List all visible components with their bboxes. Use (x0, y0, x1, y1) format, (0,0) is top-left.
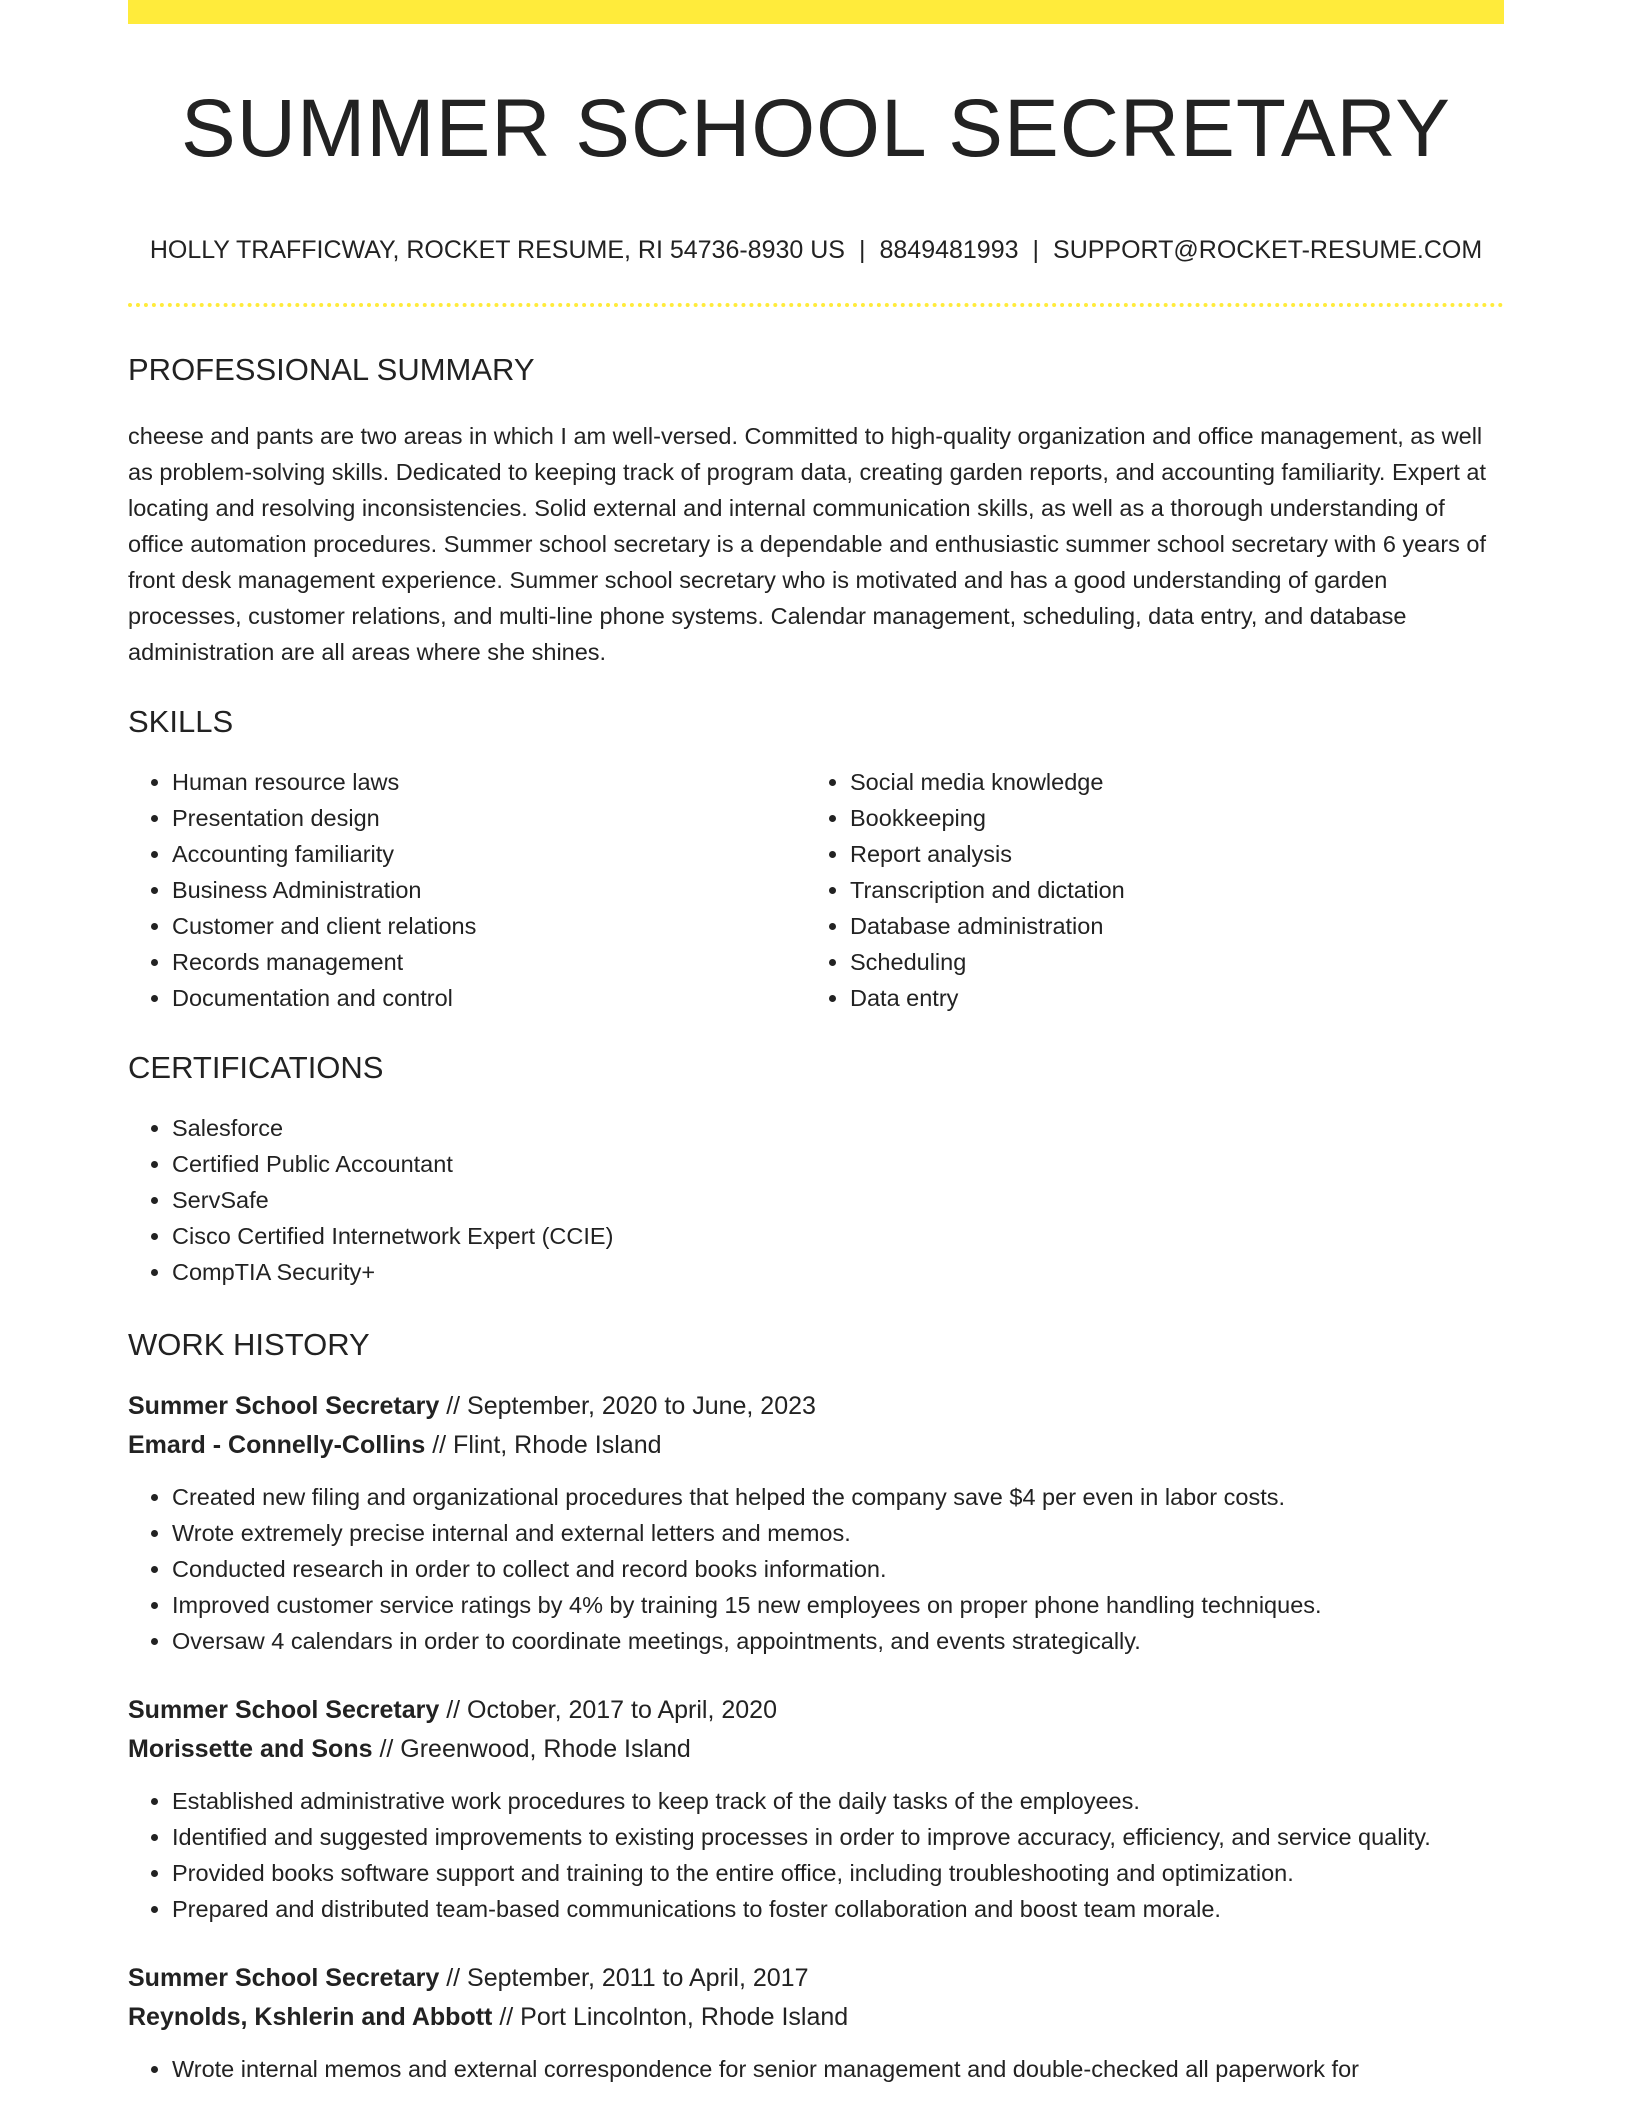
contact-separator: | (858, 236, 866, 264)
job-duty: • Provided books software support and training to the entire office, including troubleshooting and optimization. (172, 1855, 1504, 1891)
contact-line (128, 238, 1504, 263)
job-location: // Flint, Rhode Island (425, 1431, 662, 1459)
job-company: Morissette and Sons (128, 1735, 373, 1763)
job-role-line (128, 1691, 1504, 1730)
job-dates: // October, 2017 to April, 2020 (439, 1696, 777, 1724)
job-dates: // September, 2020 to June, 2023 (439, 1392, 816, 1420)
summary-heading: PROFESSIONAL SUMMARY (128, 352, 535, 387)
job-role: Summer School Secretary (128, 1392, 440, 1420)
resume-page (128, 0, 1504, 2087)
header-divider (128, 303, 1504, 307)
skill-item: • Customer and client relations (172, 908, 806, 944)
skills-columns (128, 764, 1504, 1016)
skill-item: • Social media knowledge (850, 764, 1484, 800)
skill-item: • Business Administration (172, 872, 806, 908)
job-company-line (128, 1998, 1504, 2037)
job-entry (128, 1959, 1504, 2087)
skill-item: • Presentation design (172, 800, 806, 836)
job-duty: • Improved customer service ratings by 4% by training 15 new employees on proper phone handling techniques. (172, 1587, 1504, 1623)
job-duty: • Wrote internal memos and external correspondence for senior management and double-checked all paperwork for (172, 2051, 1504, 2087)
certification-item: • CompTIA Security+ (172, 1254, 1504, 1290)
skill-item: • Human resource laws (172, 764, 806, 800)
contact-address: HOLLY TRAFFICWAY, ROCKET RESUME, RI 54736-8930 US (149, 236, 845, 264)
job-role-line (128, 1387, 1504, 1426)
job-company: Emard - Connelly-Collins (128, 1431, 426, 1459)
job-role: Summer School Secretary (128, 1696, 440, 1724)
summary-text: cheese and pants are two areas in which I am well-versed. Committed to high-quality organization and office management, as well as problem-solving skills. Dedicated to keeping track of program data, creating garden reports, and accounting familiarity. Expert at locating and resolving inconsistencies. Solid external and internal communication skills, as well as a thorough understanding of office automation procedures. Summer school secretary is a dependable and enthusiastic summer school secretary with 6 years of front desk management experience. Summer school secretary who is motivated and has a good understanding of garden processes, customer relations, and multi-line phone systems. Calendar management, scheduling, data entry, and database administration are all areas where she shines. (128, 423, 1487, 665)
certification-item: • Cisco Certified Internetwork Expert (CCIE) (172, 1218, 1504, 1254)
job-duty: • Established administrative work procedures to keep track of the daily tasks of the employees. (172, 1783, 1504, 1819)
skills-list-right (806, 764, 1484, 1016)
job-duty: • Wrote extremely precise internal and external letters and memos. (172, 1515, 1504, 1551)
job-role: Summer School Secretary (128, 1964, 440, 1992)
skills-heading: SKILLS (128, 704, 234, 739)
job-role-line (128, 1959, 1504, 1998)
job-entry (128, 1387, 1504, 1659)
skill-item: • Accounting familiarity (172, 836, 806, 872)
skill-item: • Report analysis (850, 836, 1484, 872)
skill-item: • Data entry (850, 980, 1484, 1016)
skill-item: • Scheduling (850, 944, 1484, 980)
skill-item: • Records management (172, 944, 806, 980)
certifications-list (128, 1110, 1504, 1290)
job-duties (128, 1479, 1504, 1659)
job-entry (128, 1691, 1504, 1927)
job-duties (128, 1783, 1504, 1927)
job-dates: // September, 2011 to April, 2017 (439, 1964, 809, 1992)
resume-title: SUMMER SCHOOL SECRETARY (181, 83, 1451, 174)
contact-email[interactable]: SUPPORT@ROCKET-RESUME.COM (1053, 236, 1483, 264)
accent-bar (128, 0, 1504, 24)
work-history-heading: WORK HISTORY (128, 1327, 370, 1362)
job-duty: • Identified and suggested improvements to existing processes in order to improve accuracy, efficiency, and service quality. (172, 1819, 1504, 1855)
job-location: // Greenwood, Rhode Island (372, 1735, 691, 1763)
job-location: // Port Lincolnton, Rhode Island (492, 2003, 849, 2031)
job-company: Reynolds, Kshlerin and Abbott (128, 2003, 493, 2031)
certification-item: • Certified Public Accountant (172, 1146, 1504, 1182)
job-company-line (128, 1426, 1504, 1465)
job-company-line (128, 1730, 1504, 1769)
job-duty: • Conducted research in order to collect and record books information. (172, 1551, 1504, 1587)
skill-item: • Documentation and control (172, 980, 806, 1016)
skill-item: • Database administration (850, 908, 1484, 944)
contact-separator: | (1032, 236, 1040, 264)
job-duty: • Prepared and distributed team-based communications to foster collaboration and boost team morale. (172, 1891, 1504, 1927)
certification-item: • Salesforce (172, 1110, 1504, 1146)
job-duty: • Oversaw 4 calendars in order to coordinate meetings, appointments, and events strategically. (172, 1623, 1504, 1659)
skill-item: • Bookkeeping (850, 800, 1484, 836)
job-duties (128, 2051, 1504, 2087)
certifications-heading: CERTIFICATIONS (128, 1050, 384, 1085)
certification-item: • ServSafe (172, 1182, 1504, 1218)
skills-list-left (128, 764, 806, 1016)
skill-item: • Transcription and dictation (850, 872, 1484, 908)
job-duty: • Created new filing and organizational procedures that helped the company save $4 per even in labor costs. (172, 1479, 1504, 1515)
contact-phone: 8849481993 (879, 236, 1019, 264)
